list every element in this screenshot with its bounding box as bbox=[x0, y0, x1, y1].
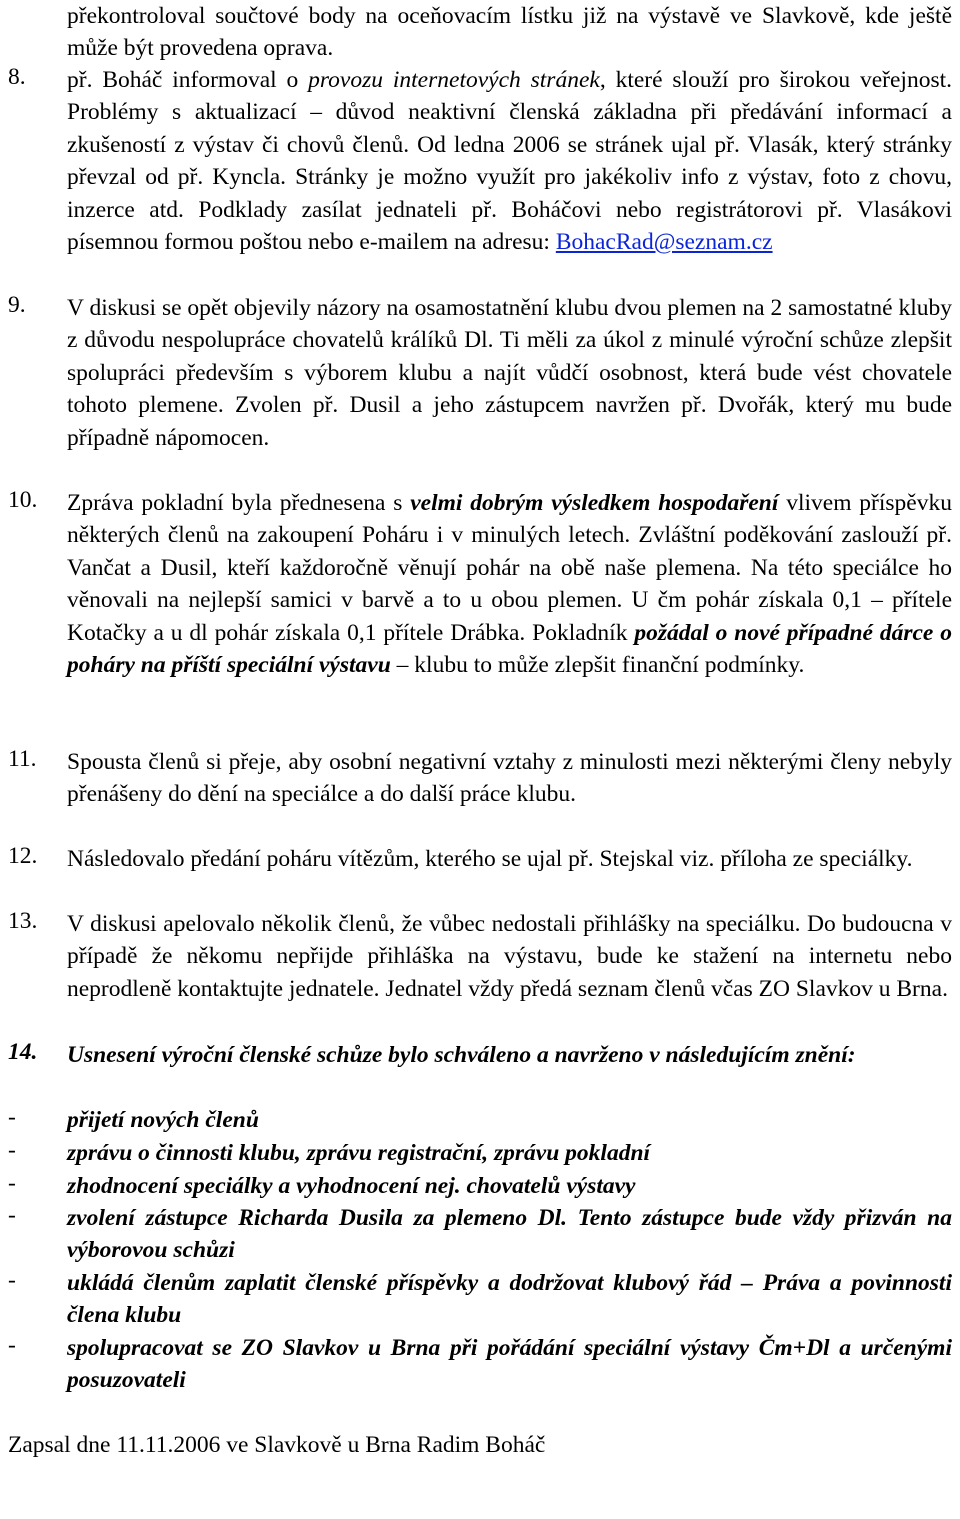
item-text bbox=[67, 746, 952, 811]
emphasis-text: provozu internetových stránek bbox=[308, 67, 600, 93]
resolution-heading: Usnesení výroční členské schůze bylo schváleno a navrženo v následujícím znění: bbox=[67, 1042, 856, 1068]
item-text bbox=[67, 908, 952, 1005]
text-segment: zvolení zástupce Richarda Dusila za plemeno Dl. Tento zástupce bude vždy přizván na výborovou schůzi bbox=[67, 1205, 952, 1264]
list-item-9 bbox=[8, 292, 952, 454]
list-item bbox=[8, 0, 952, 65]
item-text bbox=[67, 487, 952, 681]
item-text bbox=[67, 1039, 952, 1071]
text-segment: zhodnocení speciálky a vyhodnocení nej. chovatelů výstavy bbox=[67, 1173, 636, 1199]
text-segment: zprávu o činnosti klubu, zprávu registrační, zprávu pokladní bbox=[67, 1140, 651, 1166]
item-number: 8. bbox=[8, 64, 26, 90]
bullet-dash: - bbox=[8, 1332, 16, 1358]
email-link[interactable]: BohacRad@seznam.cz bbox=[555, 229, 773, 256]
item-number: 12. bbox=[8, 843, 38, 869]
resolution-bullet bbox=[8, 1332, 952, 1397]
list-item-8 bbox=[8, 64, 952, 258]
text-segment: – klubu to může zlepšit finanční podmínky. bbox=[390, 652, 805, 679]
text-segment: ukládá členům zaplatit členské příspěvky a dodržovat klubový řád – Práva a povinnosti člena klubu bbox=[67, 1270, 952, 1329]
item-number: 10. bbox=[8, 487, 38, 513]
bullet-dash: - bbox=[8, 1170, 16, 1196]
text-segment: překontroloval součtové body na oceňovacím lístku již na výstavě ve Slavkově, kde ještě může být provedena oprava. bbox=[67, 3, 952, 62]
text-segment: Spousta členů si přeje, aby osobní negativní vztahy z minulosti mezi některými členy nebyly přenášeny do dění na speciálce a do další práce klubu. bbox=[67, 749, 952, 808]
item-text bbox=[67, 292, 952, 454]
text-segment: přijetí nových členů bbox=[67, 1107, 259, 1133]
resolution-bullet bbox=[8, 1104, 952, 1136]
bullet-text bbox=[67, 1202, 952, 1267]
item-number: 13. bbox=[8, 908, 38, 934]
text-segment: spolupracovat se ZO Slavkov u Brna při pořádání speciální výstavy Čm+Dl a určenými posuzovateli bbox=[67, 1335, 952, 1394]
signature-line: Zapsal dne 11.11.2006 ve Slavkově u Brna Radim Boháč bbox=[8, 1432, 546, 1458]
list-item-10 bbox=[8, 487, 952, 681]
resolution-bullet bbox=[8, 1137, 952, 1169]
bullet-dash: - bbox=[8, 1202, 16, 1228]
list-item-11 bbox=[8, 746, 952, 811]
text-segment: V diskusi se opět objevily názory na osamostatnění klubu dvou plemen na 2 samostatné kluby z důvodu nespolupráce chovatelů králíků Dl. Ti měli za úkol z minulé výroční schůze zlepšit spolupráci především s výborem klubu a najít vůdčí osobnost, která bude vést chovatele tohoto plemene. Zvolen př. Dusil a jeho zástupcem navržen př. Dvořák, který mu bude případně nápomocen. bbox=[67, 295, 952, 451]
text-segment: Následovalo předání poháru vítězům, kterého se ujal př. Stejskal viz. příloha ze speciálky. bbox=[67, 846, 913, 872]
bullet-text bbox=[67, 1267, 952, 1332]
bullet-text bbox=[67, 1137, 952, 1169]
text-segment: vlivem příspěvku některých členů na zakoupení Poháru i v minulých letech. Zvláštní poděkování zaslouží př. Vančat a Dusil, kteří každoročně věnují pohár na obě naše plemena. Na této speciálce ho věnovali na nejlepší samici v barvě a to u obou plemen. U čm pohár získala 0,1 – přítele Kotačky a u dl pohár získala 0,1 přítele Drábka. Pokladník bbox=[67, 490, 952, 646]
bullet-dash: - bbox=[8, 1267, 16, 1293]
item-text bbox=[67, 843, 952, 875]
list-item-13 bbox=[8, 908, 952, 1005]
resolution-bullet bbox=[8, 1267, 952, 1332]
text-segment: Zpráva pokladní byla přednesena s bbox=[67, 490, 411, 516]
emphasis-text: velmi dobrým výsledkem hospodaření bbox=[410, 490, 779, 516]
item-number: 9. bbox=[8, 292, 26, 318]
resolution-bullet bbox=[8, 1202, 952, 1267]
item-number: 11. bbox=[8, 746, 37, 772]
resolution-bullet bbox=[8, 1170, 952, 1202]
text-segment: př. Boháč informoval o bbox=[67, 67, 309, 93]
text-segment: V diskusi apelovalo několik členů, že vůbec nedostali přihlášky na speciálku. Do budoucna v případě že někomu nepřijde přihláška na výstavu, bude ke stažení na internetu nebo neprodleně kontaktujte jednatele. Jednatel vždy předá seznam členů včas ZO Slavkov u Brna. bbox=[67, 911, 952, 1002]
bullet-dash: - bbox=[8, 1137, 16, 1163]
emphasis-text: požádal o nové případné dárce o poháry na příští speciální výstavu bbox=[67, 619, 952, 679]
bullet-text bbox=[67, 1332, 952, 1397]
list-item-12 bbox=[8, 843, 952, 875]
bullet-dash: - bbox=[8, 1104, 16, 1130]
bullet-text bbox=[67, 1104, 952, 1136]
list-item-14 bbox=[8, 1039, 952, 1071]
bullet-text bbox=[67, 1170, 952, 1202]
item-text bbox=[67, 64, 952, 258]
item-text bbox=[67, 0, 952, 65]
item-number: 14. bbox=[8, 1039, 38, 1065]
text-segment: , které slouží pro širokou veřejnost. Problémy s aktualizací – důvod neaktivní členská základna při předávání informací a zkušeností z výstav či chovů členů. Od ledna 2006 se stránek ujal př. Vlasák, který stránky převzal od př. Kyncla. Stránky je možno využít pro jakékoliv info z výstav, foto z chovu, inzerce atd. Podklady zasílat jednateli př. Boháčovi nebo registrátorovi př. Vlasákovi písemnou formou poštou nebo e-mailem na adresu: bbox=[67, 67, 953, 256]
